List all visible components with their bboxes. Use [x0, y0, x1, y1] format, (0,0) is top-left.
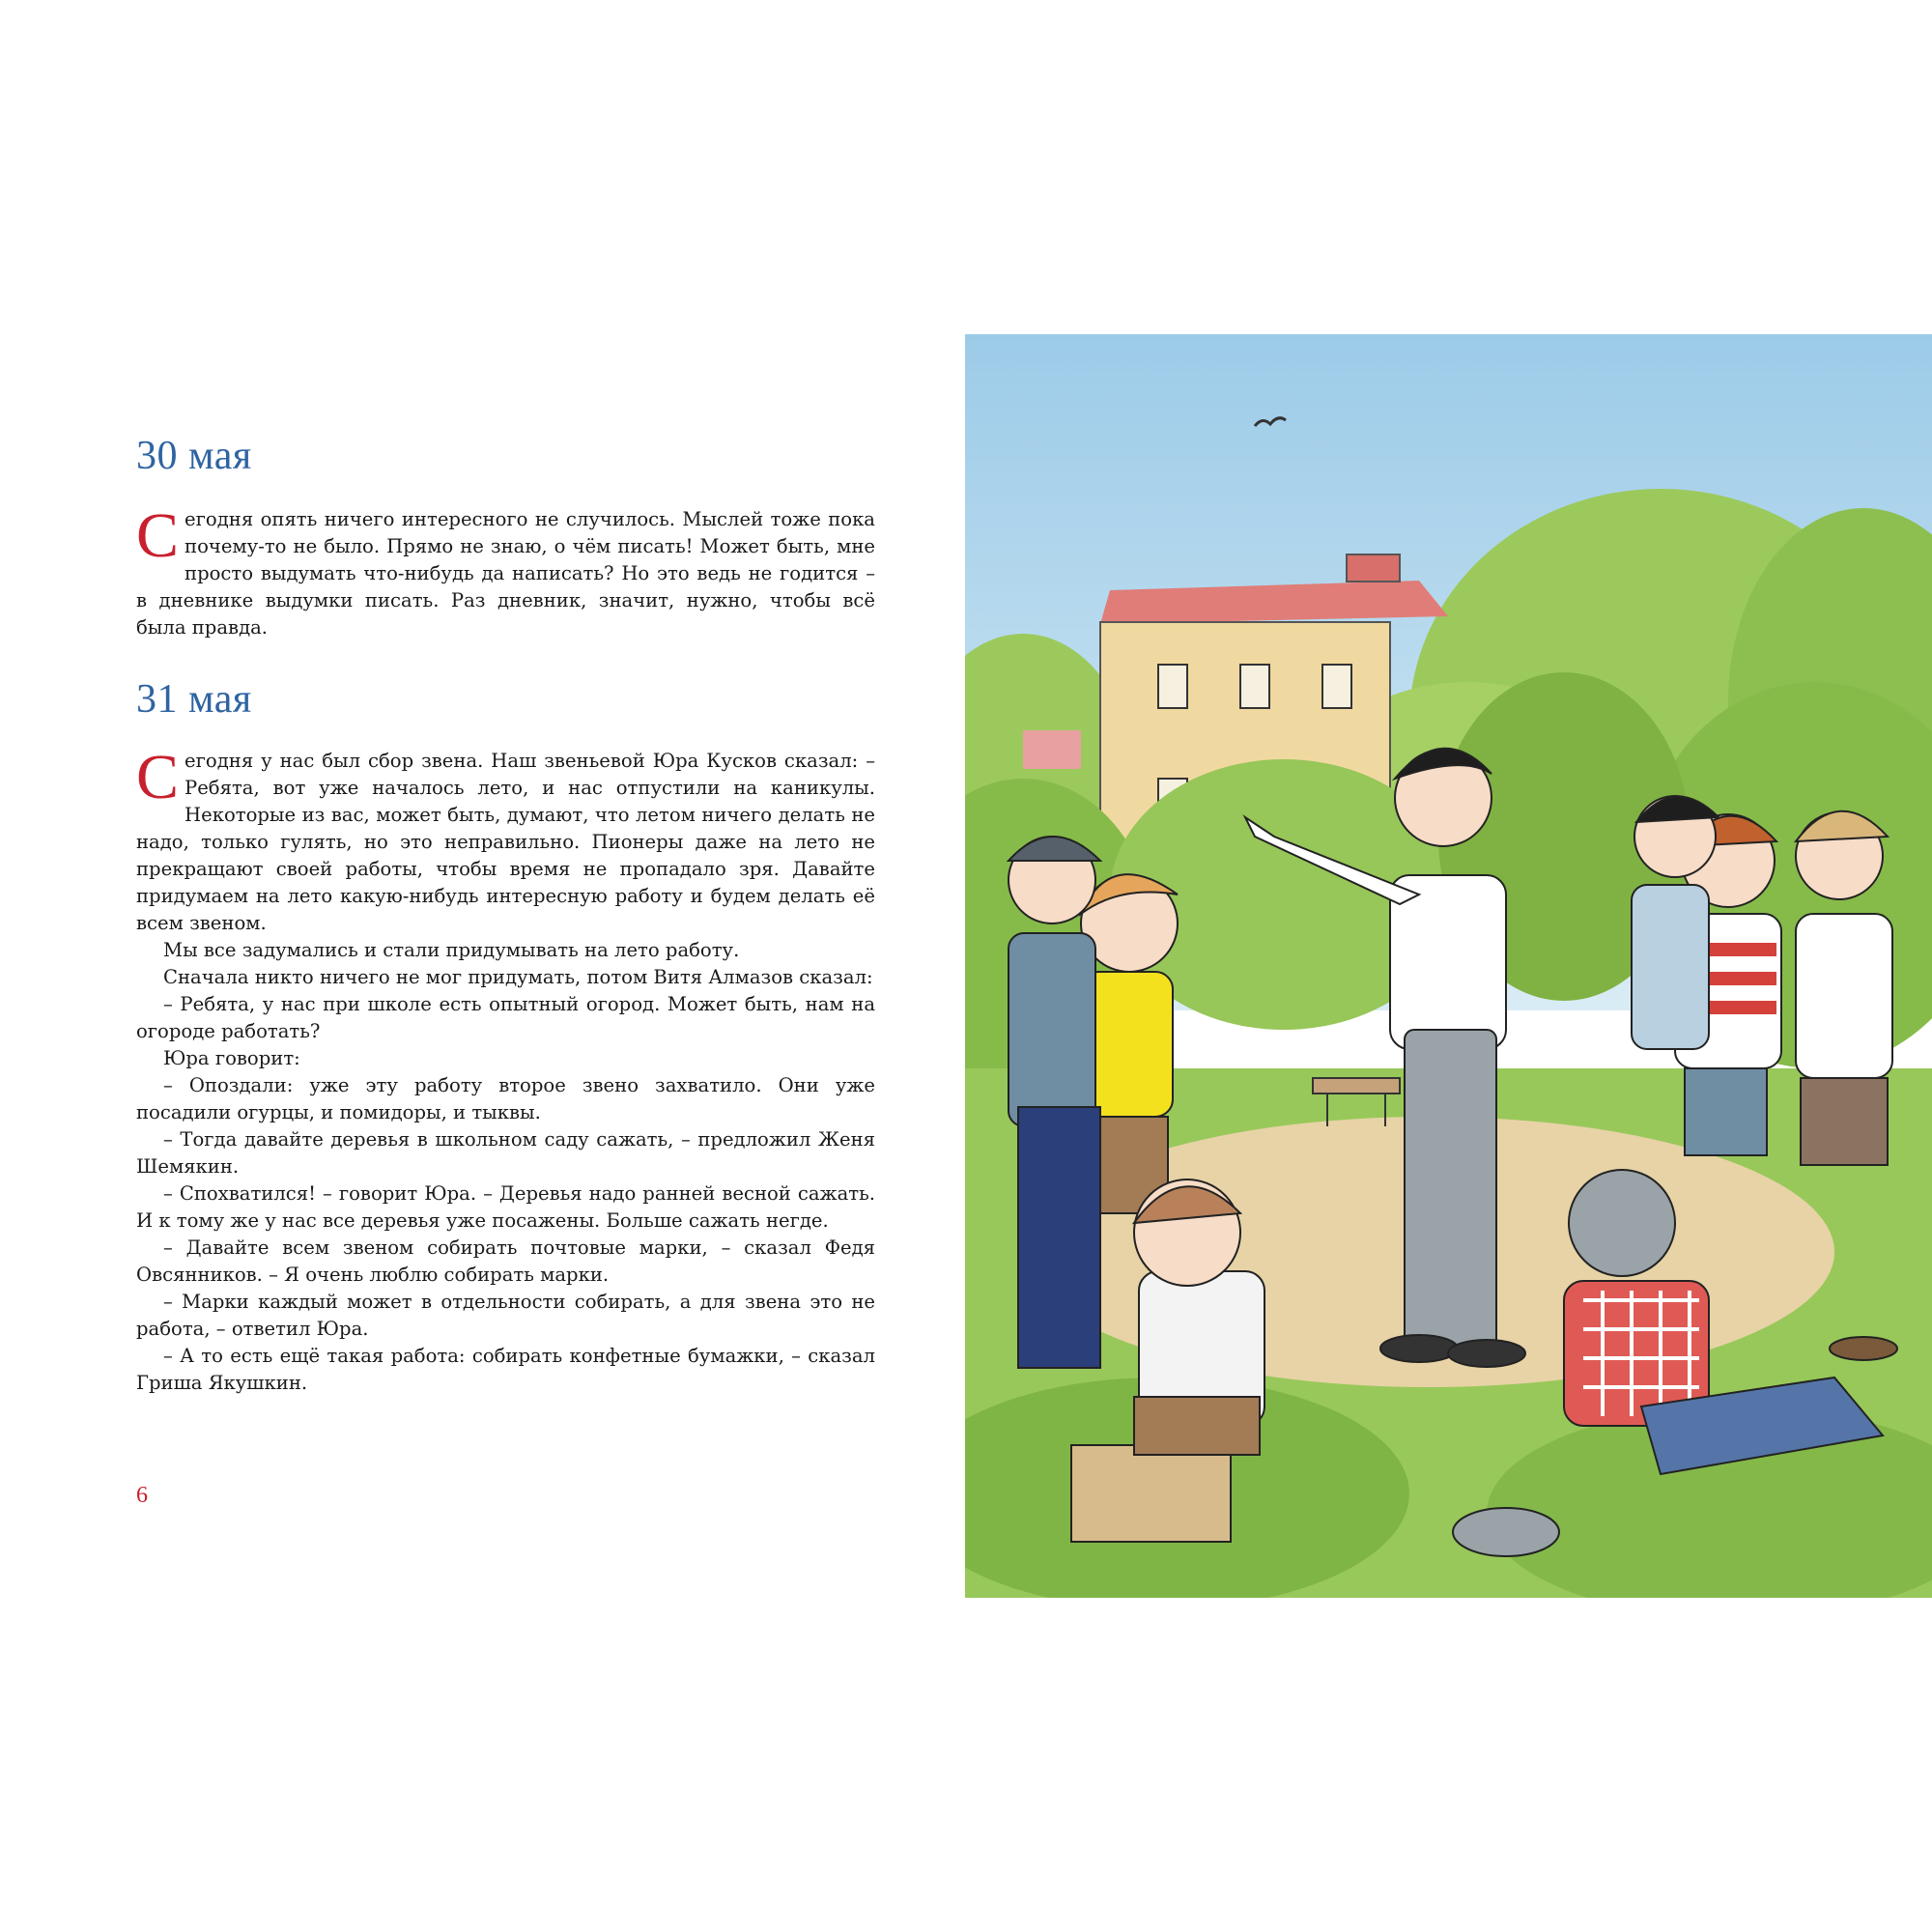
paragraph: Мы все задумались и стали придумывать на лето работу. [163, 939, 740, 961]
drop-cap: С [136, 500, 180, 571]
entry-date-heading: 31 мая [136, 677, 252, 722]
paragraph: – Спохватился! – говорит Юра. – Деревья надо ранней весной сажать. И к тому же у нас все деревья уже посажены. Больше сажать негде. [136, 1182, 875, 1232]
diary-entry [136, 742, 875, 1397]
paragraph: – Опоздали: уже эту работу второе звено захватило. Они уже посадили огурцы, и помидоры, и тыквы. [136, 1074, 875, 1123]
paragraph: – А то есть ещё такая работа: собирать конфетные бумажки, – сказал Гриша Якушкин. [136, 1345, 875, 1394]
diary-entry [136, 500, 875, 641]
paragraph: Юра говорит: [163, 1047, 300, 1069]
paragraph [136, 742, 875, 937]
paragraph: – Тогда давайте деревья в школьном саду сажать, – предложил Женя Шемякин. [136, 1128, 875, 1178]
paragraph [136, 500, 875, 641]
paragraph-text: егодня у нас был сбор звена. Наш звеньевой Юра Кусков сказал: – Ребята, вот уже началось лето, и нас отпустили на каникулы. Некоторые из вас, может быть, думают, что летом ничего делать не надо, только гулять, но это неправильно. Пионеры даже на лето не прекращают своей работы, чтобы время не пропадало зря. Давайте придумаем на лето какую-нибудь интересную работу и будем делать её всем звеном. [136, 750, 875, 934]
entry-date-heading: 30 мая [136, 434, 252, 478]
page-number: 6 [136, 1483, 148, 1508]
drop-cap: С [136, 742, 180, 812]
paragraph: – Ребята, у нас при школе есть опытный огород. Может быть, нам на огороде работать? [136, 993, 875, 1042]
paragraph: – Давайте всем звеном собирать почтовые марки, – сказал Федя Овсянников. – Я очень люблю собирать марки. [136, 1236, 875, 1286]
paragraph: – Марки каждый может в отдельности собирать, а для звена это не работа, – ответил Юра. [136, 1291, 875, 1340]
watercolor-illustration [965, 334, 1932, 1598]
paragraph-text: егодня опять ничего интересного не случилось. Мыслей тоже пока почему-то не было. Прямо не знаю, о чём писать! Может быть, мне просто выдумать что-нибудь да написать? Но это ведь не годится – в дневнике выдумки писать. Раз дневник, значит, нужно, чтобы всё была правда. [136, 508, 875, 639]
paragraph: Сначала никто ничего не мог придумать, потом Витя Алмазов сказал: [163, 966, 873, 988]
boy-light-blue-shirt [1632, 796, 1719, 1049]
